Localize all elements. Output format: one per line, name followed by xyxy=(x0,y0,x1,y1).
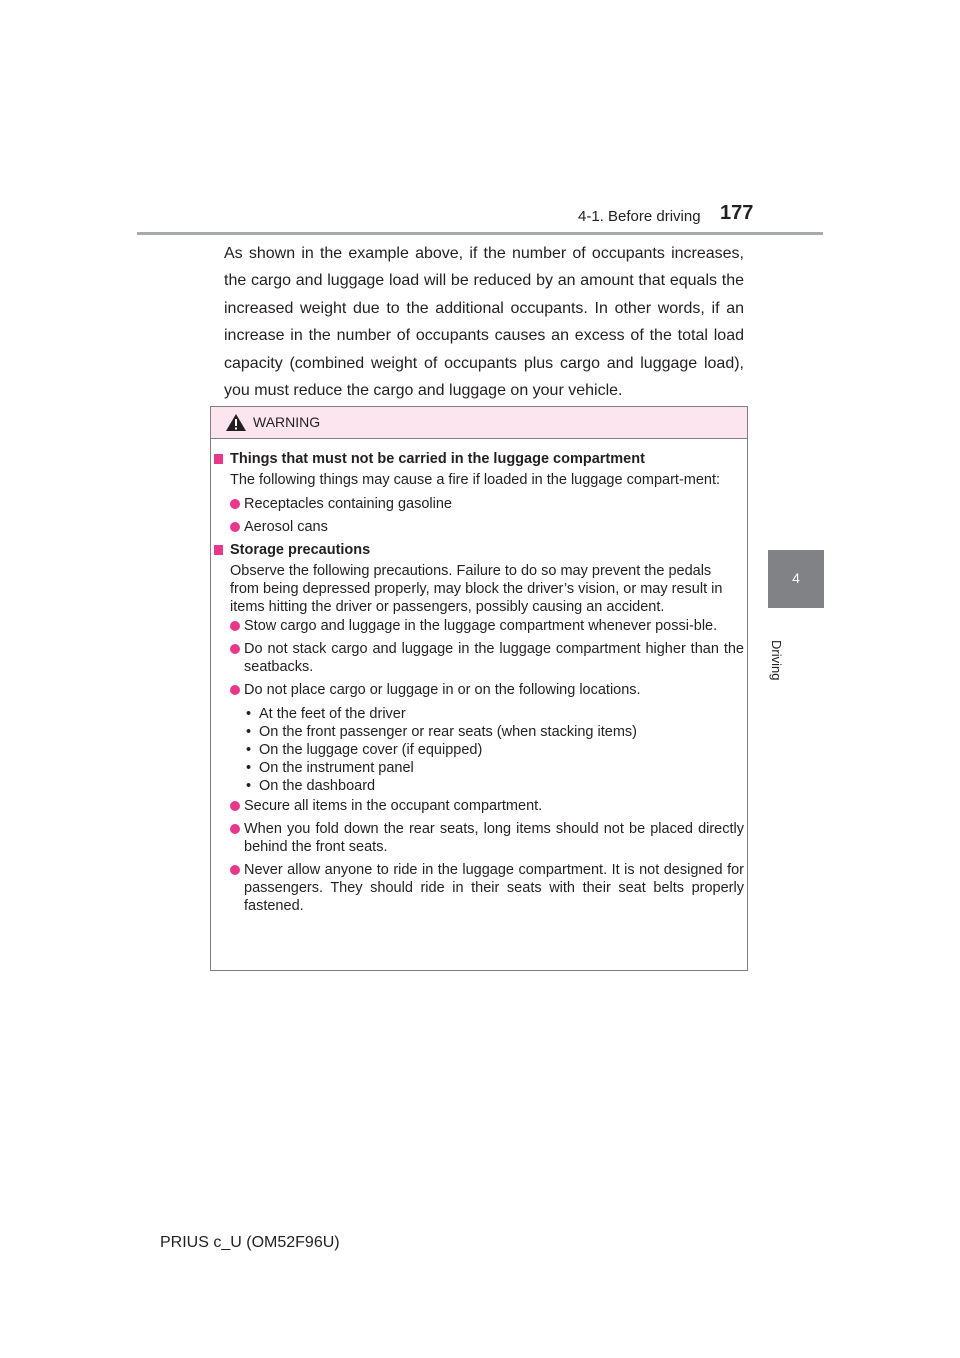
warning-body xyxy=(214,450,744,920)
circle-bullet-icon xyxy=(230,522,240,532)
circle-bullet-icon xyxy=(230,865,240,875)
section-text: The following things may cause a fire if loaded in the luggage compart-ment: xyxy=(230,472,721,488)
sub-list-item: • On the luggage cover (if equipped) xyxy=(246,742,483,758)
warning-header xyxy=(211,407,747,439)
circle-bullet-icon xyxy=(230,621,240,631)
dot-bullet: • xyxy=(246,742,252,758)
page-number: 177 xyxy=(720,202,754,224)
circle-bullet-icon xyxy=(230,499,240,509)
footer-model-code: PRIUS c_U (OM52F96U) xyxy=(160,1234,340,1251)
section-heading-text: Things that must not be carried in the luggage compartment xyxy=(230,451,645,467)
list-item: Never allow anyone to ride in the luggage compartment. It is not designed for passengers. They should ride in their seats with their seat belts properly fastened. xyxy=(214,861,744,915)
section-heading-text: Storage precautions xyxy=(230,542,371,558)
list-item: Secure all items in the occupant compartment. xyxy=(214,797,744,815)
sub-list-item: • On the dashboard xyxy=(246,778,376,794)
list-item: Aerosol cans xyxy=(214,518,744,536)
section-heading xyxy=(214,541,744,560)
circle-bullet-icon xyxy=(230,644,240,654)
dot-bullet: • xyxy=(246,760,252,776)
header-section-title: 4-1. Before driving xyxy=(578,208,701,225)
circle-bullet-icon xyxy=(230,685,240,695)
section-text: Observe the following precautions. Failure to do so may prevent the pedals from being depressed properly, may block the driver’s vision, or may result in items hitting the driver or passengers, possibly causing an accident. xyxy=(230,563,723,615)
circle-bullet-icon xyxy=(230,824,240,834)
chapter-tab-number: 4 xyxy=(792,570,800,586)
square-bullet-icon xyxy=(214,545,223,555)
list-item: Do not stack cargo and luggage in the luggage compartment higher than the seatbacks. xyxy=(214,640,744,676)
warning-title: WARNING xyxy=(253,414,321,430)
list-item: When you fold down the rear seats, long items should not be placed directly behind the front seats. xyxy=(214,820,744,856)
header-rule xyxy=(137,232,823,235)
list-item: Stow cargo and luggage in the luggage compartment whenever possi-ble. xyxy=(214,617,744,635)
list-item: Receptacles containing gasoline xyxy=(214,495,744,513)
chapter-tab-label: Driving xyxy=(769,640,784,681)
warning-box xyxy=(210,406,748,971)
section-heading xyxy=(214,450,744,469)
dot-bullet: • xyxy=(246,724,252,740)
warning-triangle-icon xyxy=(225,413,247,432)
sub-list-item: • On the front passenger or rear seats (when stacking items) xyxy=(246,724,637,740)
sub-list-item: • At the feet of the driver xyxy=(246,706,406,722)
list-item: Do not place cargo or luggage in or on the following locations. xyxy=(214,681,744,699)
circle-bullet-icon xyxy=(230,801,240,811)
sub-list-item: • On the instrument panel xyxy=(246,760,414,776)
dot-bullet: • xyxy=(246,778,252,794)
intro-paragraph: As shown in the example above, if the number of occupants increases, the cargo and luggage load will be reduced by an amount that equals the increased weight due to the additional occupants. In other words, if an increase in the number of occupants causes an excess of the total load capacity (combined weight of occupants plus cargo and luggage load), you must reduce the cargo and luggage on your vehicle. xyxy=(224,245,744,400)
dot-bullet: • xyxy=(246,706,252,722)
square-bullet-icon xyxy=(214,454,223,464)
